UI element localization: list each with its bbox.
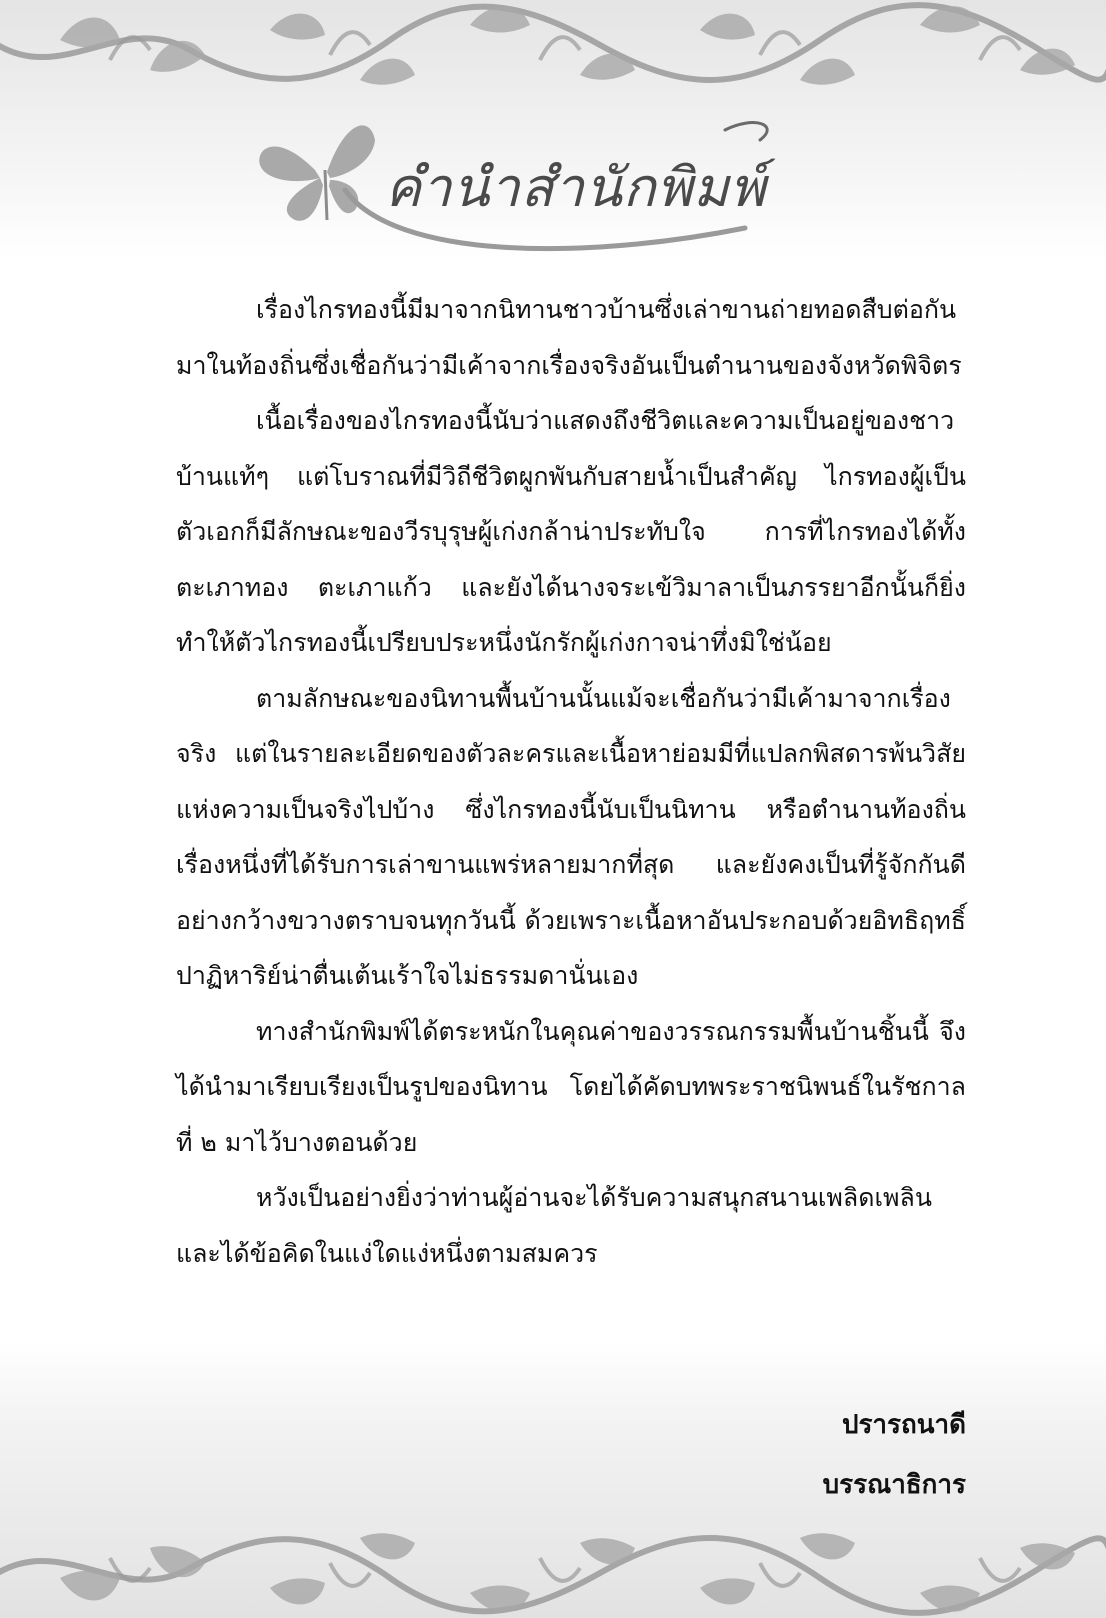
- page-title: คำนำสำนักพิมพ์: [385, 156, 767, 219]
- paragraph: เนื้อเรื่องของไกรทองนี้นับว่าแสดงถึงชีวิตและความเป็นอยู่ของชาวบ้านแท้ๆ แต่โบราณที่มีวิถีชีวิตผูกพันกับสายน้ำเป็นสำคัญ ไกรทองผู้เป็นตัวเอกก็มีลักษณะของวีรบุรุษผู้เก่งกล้าน่าประทับใจ การที่ไกรทองได้ทั้งตะเภาทอง ตะเภาแก้ว และยังได้นางจระเข้วิมาลาเป็นภรรยาอีกนั้นก็ยิ่งทำให้ตัวไกรทองนี้เปรียบประหนึ่งนักรักผู้เก่งกาจน่าทึ่งมิใช่น้อย: [176, 406, 966, 657]
- preface-body: [176, 282, 966, 1281]
- title-block: [255, 110, 795, 270]
- signature-block: [823, 1395, 966, 1515]
- paragraph: หวังเป็นอย่างยิ่งว่าท่านผู้อ่านจะได้รับความสนุกสนานเพลิดเพลินและได้ข้อคิดในแง่ใดแง่หนึ่งตามสมควร: [176, 1183, 932, 1268]
- closing-text: ปรารถนาดี: [841, 1410, 966, 1440]
- paragraph: ตามลักษณะของนิทานพื้นบ้านนั้นแม้จะเชื่อกันว่ามีเค้ามาจากเรื่องจริง แต่ในรายละเอียดของตัวละครและเนื้อหาย่อมมีที่แปลกพิสดารพ้นวิสัยแห่งความเป็นจริงไปบ้าง ซึ่งไกรทองนี้นับเป็นนิทาน หรือตำนานท้องถิ่นเรื่องหนึ่งที่ได้รับการเล่าขานแพร่หลายมากที่สุด และยังคงเป็นที่รู้จักกันดีอย่างกว้างขวางตราบจนทุกวันนี้ ด้วยเพราะเนื้อหาอันประกอบด้วยอิทธิฤทธิ์ปาฏิหาริย์น่าตื่นเต้นเร้าใจไม่ธรรมดานั่นเอง: [176, 683, 966, 990]
- vine-ornament-top: [0, 0, 1106, 110]
- paragraph: เรื่องไกรทองนี้มีมาจากนิทานชาวบ้านซึ่งเล่าขานถ่ายทอดสืบต่อกันมาในท้องถิ่นซึ่งเชื่อกันว่ามีเค้าจากเรื่องจริงอันเป็นตำนานของจังหวัดพิจิตร: [176, 295, 962, 380]
- paragraph: ทางสำนักพิมพ์ได้ตระหนักในคุณค่าของวรรณกรรมพื้นบ้านชิ้นนี้ จึงได้นำมาเรียบเรียงเป็นรูปของนิทาน โดยได้คัดบทพระราชนิพนธ์ในรัชกาลที่ ๒ มาไว้บางตอนด้วย: [176, 1016, 966, 1157]
- signer-text: บรรณาธิการ: [822, 1470, 966, 1500]
- vine-ornament-bottom: [0, 1508, 1106, 1618]
